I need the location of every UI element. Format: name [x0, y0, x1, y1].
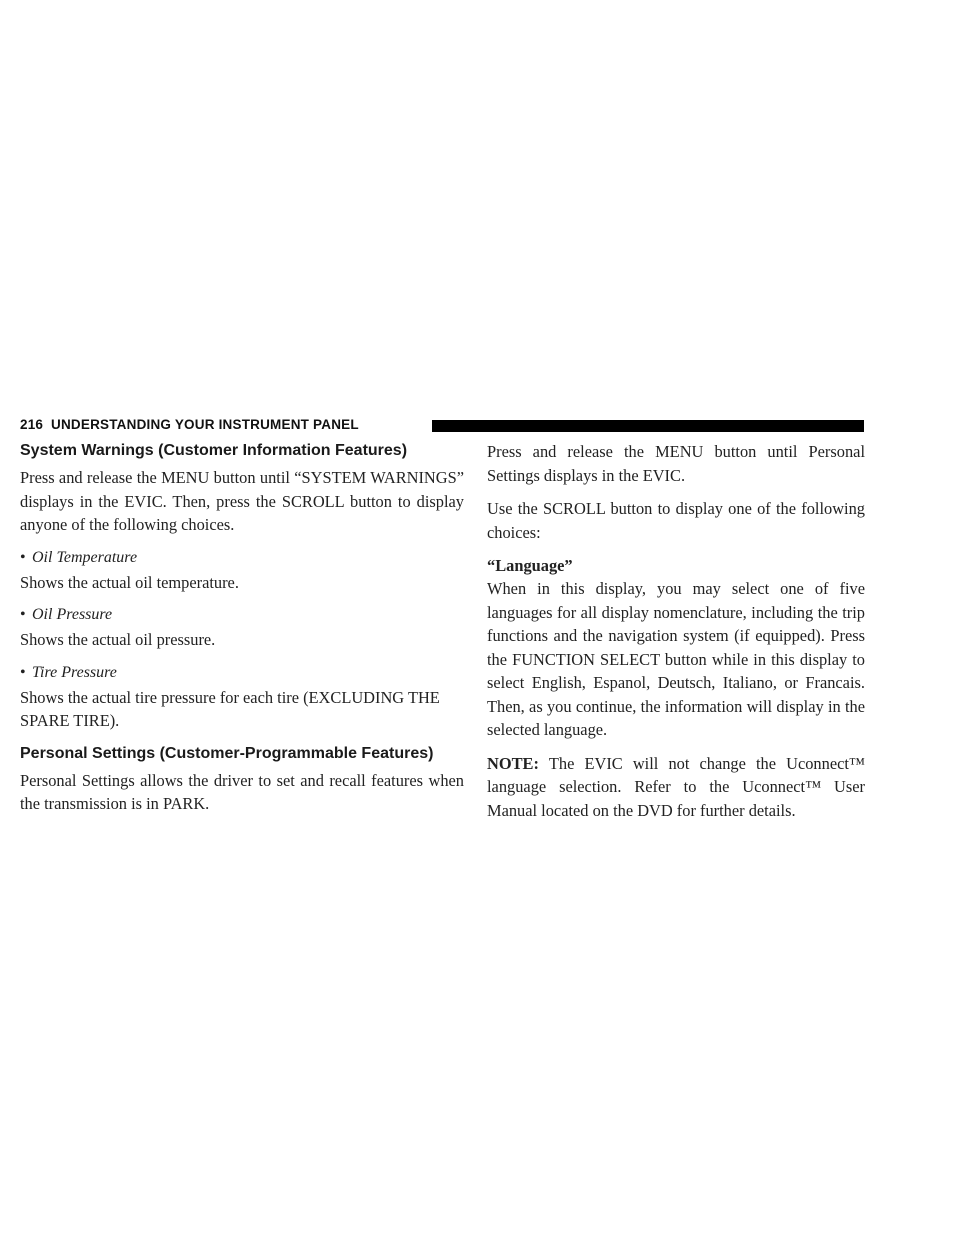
bullet-label: Oil Pressure: [32, 606, 113, 623]
personal-settings-body: Personal Settings allows the driver to set and recall features when the transmission is in PARK.: [20, 770, 464, 813]
section-title: UNDERSTANDING YOUR INSTRUMENT PANEL: [51, 417, 359, 432]
bullet-icon: •: [20, 606, 26, 623]
personal-settings-heading: Personal Settings (Customer-Programmable Features): [20, 744, 434, 762]
header-text: [20, 417, 359, 432]
note-label: NOTE:: [487, 753, 539, 773]
left-column: [20, 440, 464, 826]
page-header: [20, 416, 864, 436]
bullet-icon: •: [20, 548, 26, 566]
bullet-item: [20, 547, 464, 569]
right-paragraph-1: Press and release the MENU button until Personal Settings displays in the EVIC.: [487, 442, 865, 485]
right-paragraph-2: Use the SCROLL button to display one of the following choices:: [487, 499, 865, 542]
note-body: The EVIC will not change the Uconnect™ language selection. Refer to the Uconnect™ User Manual located on the DVD for further details.: [487, 753, 865, 820]
bullet-icon: •: [20, 663, 26, 681]
page-number: 216: [20, 417, 44, 432]
bullet-item: [20, 662, 464, 684]
language-body: When in this display, you may select one of five languages for all display nomenclature, including the trip functions and the navigation system (if equipped). Press the FUNCTION SELECT button while in this display to select English, Espanol, Deutsch, Italiano, or Francais. Then, as you continue, the information will display in the selected language.: [487, 579, 865, 739]
bullet-item: [20, 604, 464, 626]
note-paragraph: [487, 752, 865, 823]
right-column: [487, 440, 865, 832]
bullet-description: Shows the actual oil pressure.: [20, 630, 216, 649]
system-warnings-intro: Press and release the MENU button until “SYSTEM WARNINGS” displays in the EVIC. Then, press the SCROLL button to display anyone of the following choices.: [20, 468, 464, 534]
language-heading: “Language”: [487, 556, 573, 575]
header-rule: [432, 420, 864, 432]
bullet-label: Oil Temperature: [32, 548, 138, 566]
bullet-label: Tire Pressure: [32, 663, 117, 681]
bullet-description: Shows the actual oil temperature.: [20, 572, 239, 592]
bullet-description: Shows the actual tire pressure for each tire (EXCLUDING THE SPARE TIRE).: [20, 687, 440, 730]
system-warnings-heading: System Warnings (Customer Information Features): [20, 442, 408, 459]
